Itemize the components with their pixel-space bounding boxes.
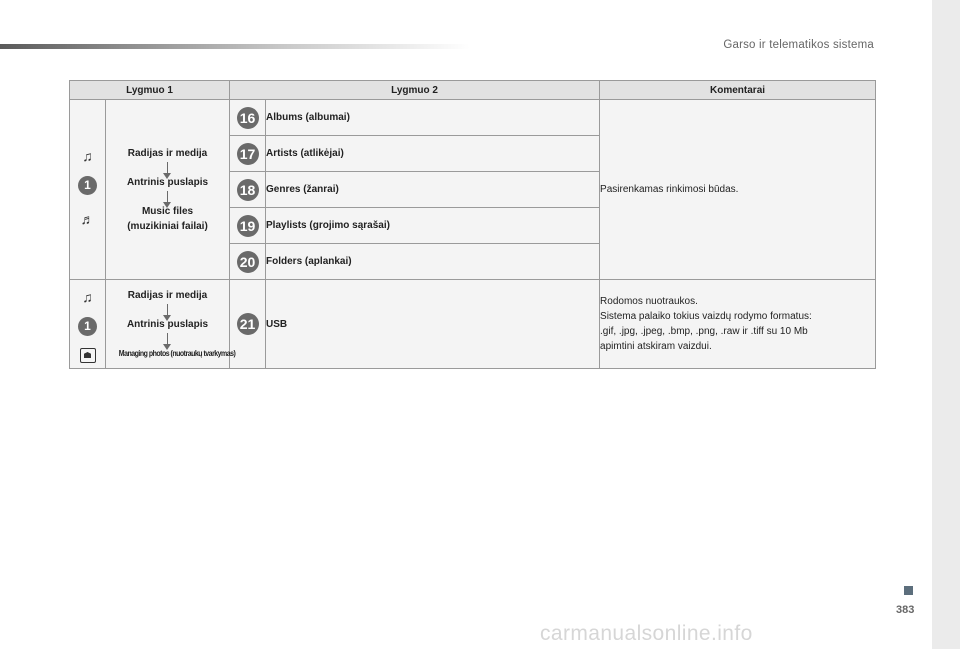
- table-row: [70, 280, 876, 369]
- photo-icon: [80, 348, 96, 363]
- arrow-down-icon: [167, 304, 168, 316]
- level2-artists: Artists (atlikėjai): [266, 136, 600, 172]
- item-number-badge: 21: [237, 313, 259, 335]
- col-header-level1: Lygmuo 1: [70, 81, 230, 100]
- level1-secondary-page: Antrinis puslapis: [126, 176, 209, 188]
- item-number-badge: 19: [237, 215, 259, 237]
- group2-level1: [106, 280, 236, 369]
- item-number-badge: 18: [237, 179, 259, 201]
- col-header-comments: Komentarai: [600, 81, 876, 100]
- level1-music-files: Music files: [141, 205, 194, 217]
- level1-radio-media: Radijas ir medija: [127, 147, 208, 159]
- col-header-level2: Lygmuo 2: [230, 81, 600, 100]
- arrow-down-icon: [167, 191, 168, 203]
- arrow-down-icon: [167, 162, 168, 174]
- level1-radio-media: Radijas ir medija: [127, 289, 208, 301]
- group1-comment: Pasirenkamas rinkimosi būdas.: [600, 100, 876, 280]
- footer-marker: [904, 586, 913, 595]
- level2-usb: USB: [266, 280, 600, 369]
- music-note-icon: ♫: [82, 289, 93, 305]
- music-files-icon: ♬: [80, 211, 95, 227]
- level-badge: 1: [78, 176, 97, 195]
- table-row: [70, 100, 876, 136]
- group2-icons: [70, 280, 106, 369]
- level2-folders: Folders (aplankai): [266, 244, 600, 280]
- level1-music-files-lt: (muzikiniai failai): [127, 220, 208, 232]
- level2-playlists: Playlists (grojimo sąrašai): [266, 208, 600, 244]
- page-number: 383: [896, 604, 915, 616]
- level-badge: 1: [78, 317, 97, 336]
- group2-comment: Rodomos nuotraukos. Sistema palaiko tokius vaizdų rodymo formatus: .gif, .jpg, .jpeg, .bmp, .png, .raw ir .tiff su 10 Mb apimtini atskiram vaizdui.: [600, 280, 876, 369]
- table-header-row: [70, 81, 876, 100]
- level1-secondary-page: Antrinis puslapis: [126, 318, 209, 330]
- group1-icons: [70, 100, 106, 280]
- music-note-icon: ♫: [82, 148, 93, 164]
- level2-genres: Genres (žanrai): [266, 172, 600, 208]
- item-number-badge: 17: [237, 143, 259, 165]
- group1-level1: [106, 100, 230, 280]
- page-header-title: Garso ir telematikos sistema: [723, 39, 874, 51]
- arrow-down-icon: [167, 333, 168, 345]
- header-rule: [0, 44, 470, 49]
- right-margin-bar: [932, 0, 960, 649]
- item-number-badge: 16: [237, 107, 259, 129]
- menu-level-table: [69, 80, 876, 369]
- item-number-badge: 20: [237, 251, 259, 273]
- level1-managing-photos: Managing photos (nuotraukų tvarkymas): [118, 347, 236, 358]
- watermark-text: carmanualsonline.info: [540, 622, 753, 645]
- level2-albums: Albums (albumai): [266, 100, 600, 136]
